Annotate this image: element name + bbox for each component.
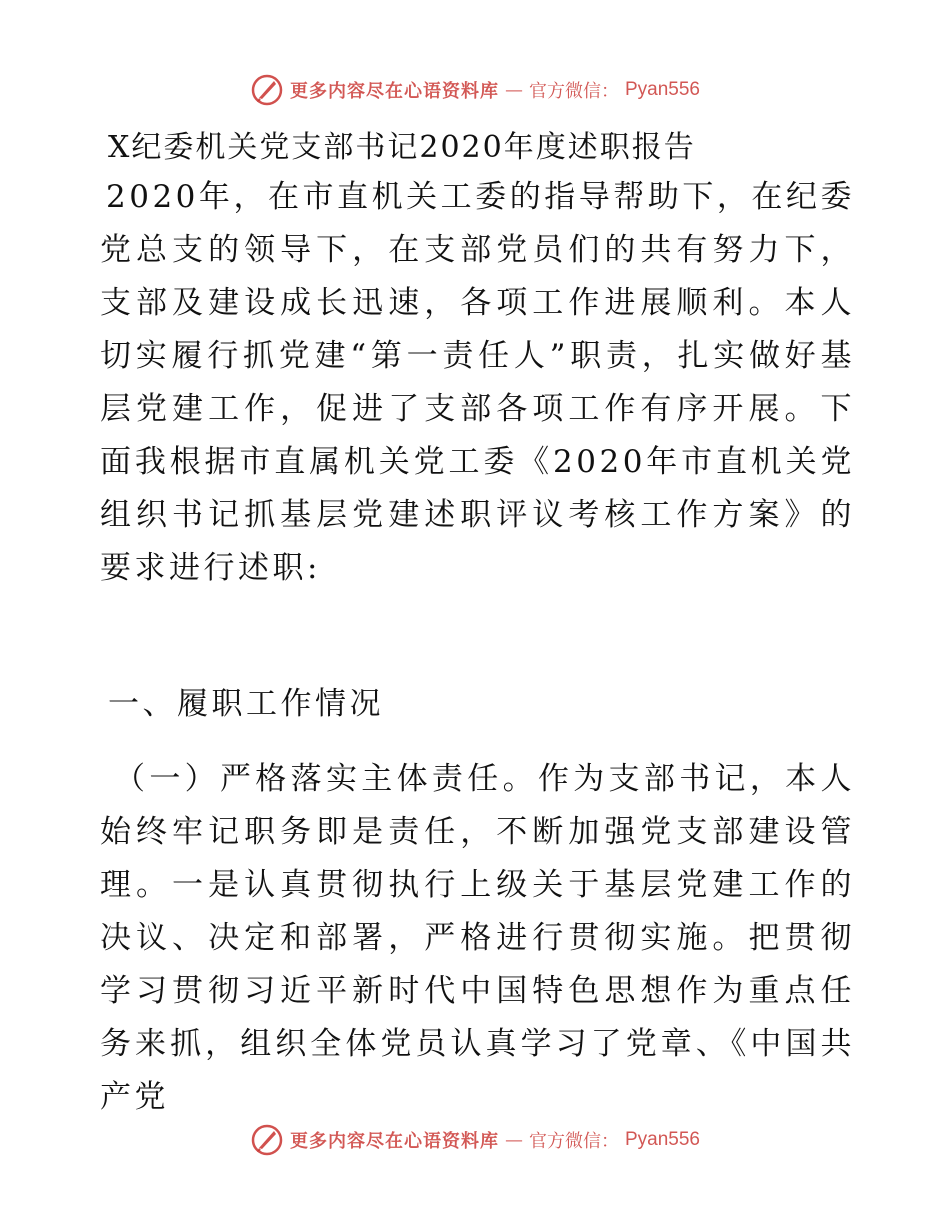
watermark-dash: — <box>504 1129 523 1151</box>
watermark-dash: — <box>504 79 523 101</box>
paragraph-intro: 2020年，在市直机关工委的指导帮助下，在纪委党总支的领导下，在支部党员们的共有努力下，支部及建设成长迅速，各项工作进展顺利。本人切实履行抓党建“第一责任人”职责，扎实做好基层党建工作，促进了支部各项工作有序开展。下面我根据市直属机关党工委《2020年市直机关党组织书记抓基层党建述职评议考核工作方案》的要求进行述职: <box>100 179 855 586</box>
watermark-header <box>0 72 950 108</box>
document-title: X纪委机关党支部书记2020年度述职报告 <box>108 130 696 165</box>
paragraph-section1-item1: （一）严格落实主体责任。作为支部书记，本人始终牢记职务即是责任，不断加强党支部建设管理。一是认真贯彻执行上级关于基层党建工作的决议、决定和部署，严格进行贯彻实施。把贯彻学习贯彻习近平新时代中国特色思想作为重点任务来抓，组织全体党员认真学习了党章、《中国共产党 <box>100 761 855 1115</box>
watermark-wechat-label: 官方微信： <box>528 1131 619 1152</box>
watermark-text: 更多内容尽在心语资料库 <box>289 81 499 102</box>
watermark-text: 更多内容尽在心语资料库 <box>289 1131 499 1152</box>
section-heading-1: 一、履职工作情况 <box>108 686 384 722</box>
quill-circle-logo-icon <box>250 1123 284 1157</box>
watermark-wechat-label: 官方微信： <box>528 81 619 102</box>
watermark-footer <box>0 1122 950 1158</box>
watermark-wechat-id: Pyan556 <box>624 79 700 100</box>
watermark-wechat-id: Pyan556 <box>624 1129 700 1150</box>
quill-circle-logo-icon <box>250 73 284 107</box>
